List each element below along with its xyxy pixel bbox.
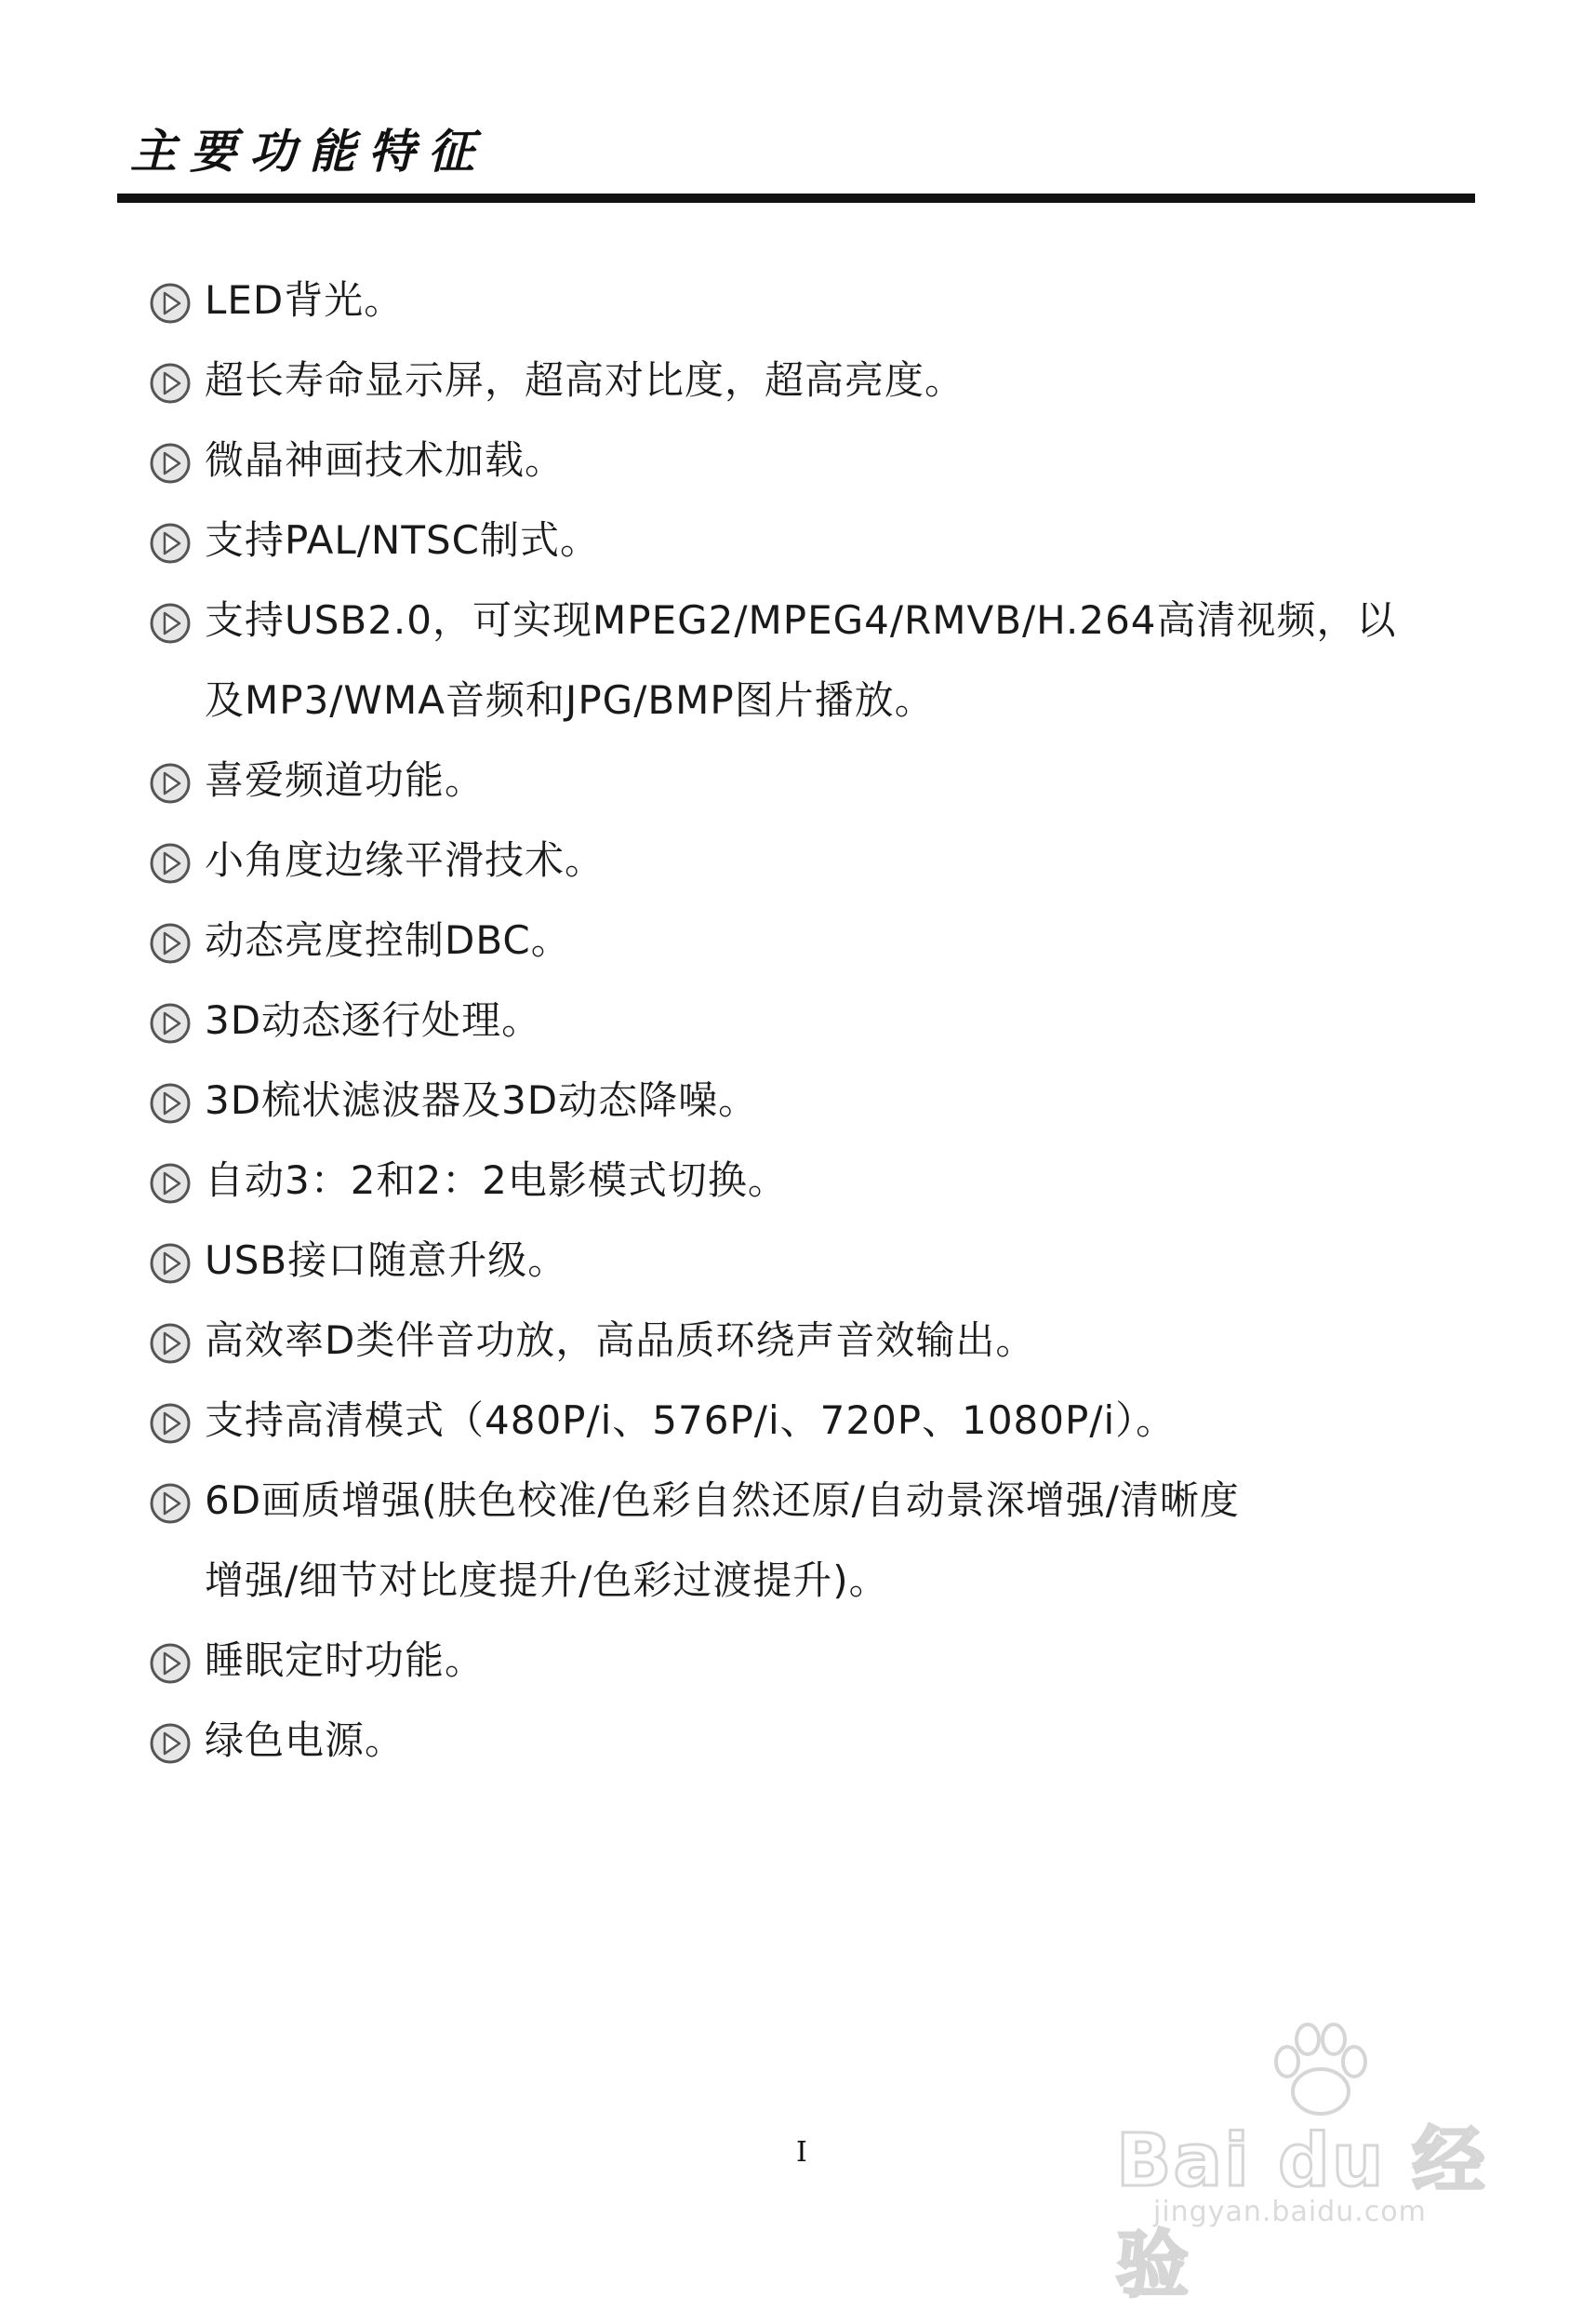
watermark-brand: Bai du 经验 xyxy=(1116,2119,1487,2307)
feature-text: LED背光。 xyxy=(205,277,405,323)
play-circle-icon xyxy=(149,1082,192,1125)
feature-item xyxy=(149,1301,1414,1381)
feature-item xyxy=(149,421,1414,501)
feature-text: 自动3：2和2：2电影模式切换。 xyxy=(205,1157,788,1203)
feature-text: 动态亮度控制DBC。 xyxy=(205,917,571,963)
feature-item xyxy=(149,1381,1414,1461)
feature-item xyxy=(149,581,1414,661)
play-circle-icon xyxy=(149,1722,192,1765)
feature-item xyxy=(149,901,1414,981)
play-circle-icon xyxy=(149,522,192,565)
feature-item xyxy=(149,501,1414,581)
feature-item xyxy=(149,1221,1414,1301)
feature-item xyxy=(149,1061,1414,1141)
play-circle-icon xyxy=(149,922,192,965)
feature-text: 睡眠定时功能。 xyxy=(205,1637,485,1683)
play-circle-icon xyxy=(149,362,192,405)
watermark xyxy=(1097,2019,1497,2307)
feature-text: 3D梳状滤波器及3D动态降噪。 xyxy=(205,1077,759,1123)
play-circle-icon xyxy=(149,1242,192,1285)
play-circle-icon xyxy=(149,1162,192,1205)
play-circle-icon xyxy=(149,282,192,325)
feature-text: 支持PAL/NTSC制式。 xyxy=(205,517,600,563)
feature-text: 绿色电源。 xyxy=(205,1717,406,1763)
feature-text: 高效率D类伴音功放，高品质环绕声音效输出。 xyxy=(205,1317,1036,1363)
page-number: I xyxy=(796,2136,807,2169)
page-title: 主要功能特征 xyxy=(130,124,487,179)
feature-item xyxy=(149,741,1414,821)
feature-item xyxy=(149,1461,1414,1541)
feature-item xyxy=(149,981,1414,1061)
feature-text: 支持USB2.0，可实现MPEG2/MPEG4/RMVB/H.264高清视频，以 xyxy=(205,597,1397,643)
play-circle-icon xyxy=(149,762,192,805)
feature-text: 小角度边缘平滑技术。 xyxy=(205,837,605,883)
feature-text: USB接口随意升级。 xyxy=(205,1237,568,1283)
feature-item xyxy=(149,821,1414,901)
feature-item xyxy=(149,260,1414,341)
play-circle-icon xyxy=(149,842,192,885)
feature-item xyxy=(149,1621,1414,1701)
feature-item-continuation xyxy=(149,661,1414,741)
feature-list xyxy=(149,260,1414,1781)
feature-text: 微晶神画技术加载。 xyxy=(205,437,565,483)
play-circle-icon xyxy=(149,1402,192,1445)
feature-text: 3D动态逐行处理。 xyxy=(205,997,542,1043)
feature-text: 喜爱频道功能。 xyxy=(205,757,485,803)
feature-text: 6D画质增强(肤色校准/色彩自然还原/自动景深增强/清晰度 xyxy=(205,1477,1240,1523)
feature-text: 超长寿命显示屏，超高对比度，超高亮度。 xyxy=(205,357,965,403)
play-circle-icon xyxy=(149,602,192,645)
play-circle-icon xyxy=(149,442,192,485)
page-header xyxy=(117,119,1475,184)
play-circle-icon xyxy=(149,1002,192,1045)
feature-item xyxy=(149,1141,1414,1221)
play-circle-icon xyxy=(149,1642,192,1685)
feature-text: 支持高清模式（480P/i、576P/i、720P、1080P/i）。 xyxy=(205,1397,1177,1443)
feature-text: 及MP3/WMA音频和JPG/BMP图片播放。 xyxy=(205,677,935,723)
play-circle-icon xyxy=(149,1482,192,1525)
play-circle-icon xyxy=(149,1322,192,1365)
header-rule xyxy=(117,194,1475,203)
feature-item xyxy=(149,341,1414,421)
watermark-url: jingyan.baidu.com xyxy=(1153,2196,1427,2228)
feature-item-continuation xyxy=(149,1541,1414,1621)
feature-text: 增强/细节对比度提升/色彩过渡提升)。 xyxy=(205,1557,889,1603)
feature-item xyxy=(149,1701,1414,1781)
